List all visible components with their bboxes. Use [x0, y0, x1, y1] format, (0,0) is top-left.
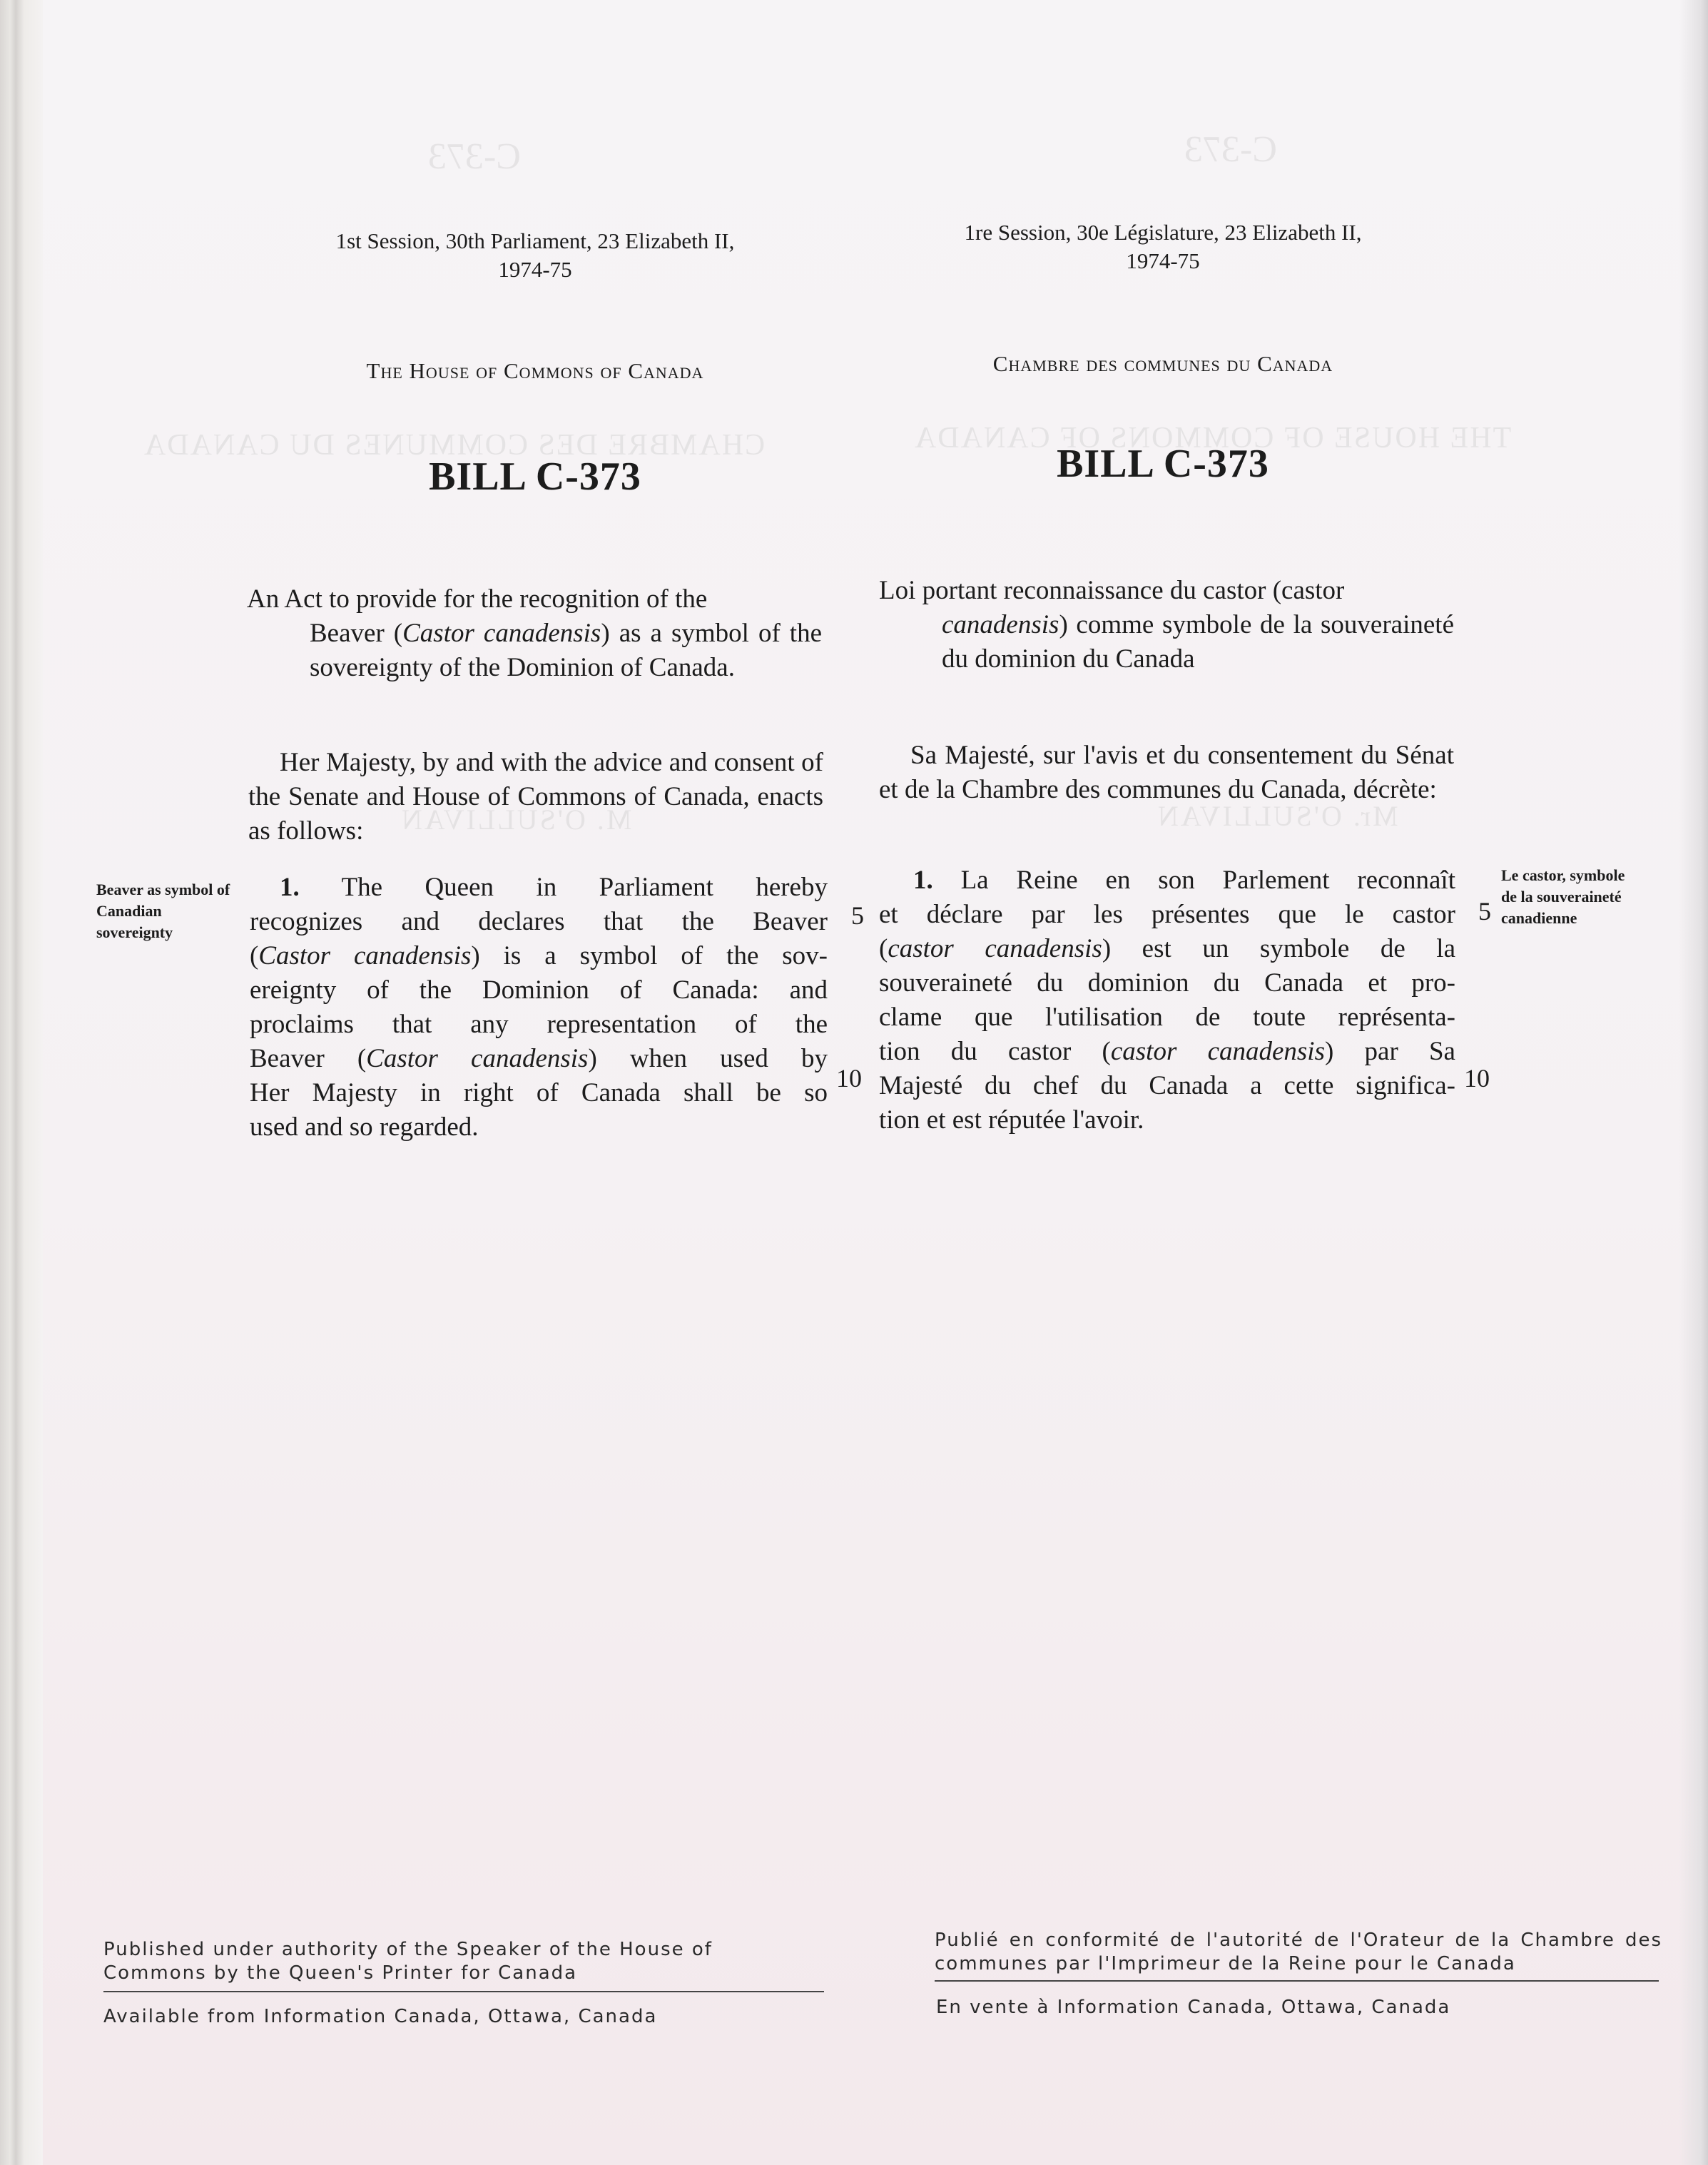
page-edge-right: [1679, 0, 1708, 2165]
french-footer-available: En vente à Information Canada, Ottawa, Canada: [936, 1997, 1451, 2018]
french-section-line: Majesté du chef du Canada a cette significa-: [879, 1071, 1455, 1100]
french-line-number-10: 10: [1464, 1064, 1490, 1092]
french-section-line: tion du castor (castor canadensis) par Sa: [879, 1037, 1455, 1066]
english-section-line-text: The Queen in Parliament hereby: [341, 873, 828, 902]
french-enacting-clause: [879, 739, 1454, 807]
bleed-through-heading-right: THE HOUSE OF COMMONS OF CANADA: [913, 422, 1512, 455]
english-section-1: [250, 871, 828, 1145]
french-section-number: 1.: [913, 866, 933, 895]
french-house-heading: Chambre des communes du Canada: [992, 351, 1333, 376]
english-enacting-clause: [248, 746, 823, 848]
bleed-through-c373-right: C-373: [1184, 129, 1277, 170]
bleed-through-heading-left: CHAMBRE DES COMMUNES DU CANADA: [143, 429, 766, 462]
english-section-line: Beaver (Castor canadensis) when used by: [250, 1044, 828, 1073]
bleed-through-name-left: M. O'SULLIVAN: [400, 803, 632, 836]
french-line-number-5: 5: [1478, 897, 1491, 926]
english-section-number: 1.: [280, 873, 300, 902]
bleed-through-name-right: Mr. O'SULLIVAN: [1156, 800, 1398, 832]
english-session-line1: 1st Session, 30th Parliament, 23 Elizabeth II,: [335, 228, 735, 253]
french-session-line1: 1re Session, 30e Législature, 23 Elizabeth II,: [964, 220, 1362, 245]
french-footer-rule: [935, 1980, 1659, 1982]
french-title-text: canadensis) comme symbole de la souveraineté du dominion du Canada: [942, 610, 1454, 674]
english-section-line: Her Majesty in right of Canada shall be so: [250, 1078, 828, 1107]
english-title-rest: [247, 617, 822, 685]
english-section-line: [250, 871, 828, 905]
french-session: [878, 218, 1448, 275]
english-long-title: [247, 582, 822, 685]
english-bill-number: BILL C-373: [429, 455, 641, 499]
english-house-heading: The House of Commons of Canada: [366, 358, 704, 383]
english-title-text: Beaver (Castor canadensis) as a symbol of the sovereignty of the Dominion of Canada.: [310, 619, 823, 682]
bleed-through-c373-left: C-373: [428, 136, 521, 177]
french-section-line: clame que l'utilisation de toute représenta-: [879, 1003, 1455, 1032]
french-margin-note: Le castor, symbole de la souveraineté canadienne: [1501, 866, 1625, 927]
french-footer-published: Publié en conformité de l'autorité de l'Orateur de la Chambre des communes par l'Imprimeur de la Reine pour le Canada: [935, 1930, 1662, 1974]
french-title-first-line: Loi portant reconnaissance du castor (castor: [879, 576, 1345, 605]
english-line-number-10: 10: [836, 1064, 862, 1092]
french-long-title: [879, 574, 1454, 676]
english-section-line: recognizes and declares that the Beaver: [250, 907, 828, 936]
english-section-line: proclaims that any representation of the: [250, 1010, 828, 1039]
english-section-line: used and so regarded.: [250, 1112, 479, 1142]
english-margin-note: Beaver as symbol of Canadian sovereignty: [96, 881, 230, 941]
french-section-line: et déclare par les présentes que le castor: [879, 900, 1455, 929]
english-section-line: ereignty of the Dominion of Canada: and: [250, 975, 828, 1005]
english-title-first-line: An Act to provide for the recognition of the: [247, 584, 708, 614]
english-footer-rule: [103, 1991, 824, 1992]
english-enacting-text: Her Majesty, by and with the advice and consent of the Senate and House of Commons of Canada, enacts as follows:: [248, 748, 823, 846]
french-section-line: (castor canadensis) est un symbole de la: [879, 934, 1455, 963]
french-section-line: tion et est réputée l'avoir.: [879, 1105, 1144, 1135]
french-enacting-text: Sa Majesté, sur l'avis et du consentement du Sénat et de la Chambre des communes du Canada, décrète:: [879, 741, 1454, 804]
french-section-line: souveraineté du dominion du Canada et pro-: [879, 968, 1455, 998]
french-title-rest: [879, 608, 1454, 676]
french-bill-number: BILL C-373: [1057, 442, 1269, 486]
english-session: [250, 227, 820, 284]
page-edge-left: [0, 0, 43, 2165]
french-section-1: [879, 863, 1455, 1137]
english-session-line2: 1974-75: [498, 257, 572, 282]
french-session-line2: 1974-75: [1126, 248, 1200, 273]
english-section-line: (Castor canadensis) is a symbol of the sov-: [250, 941, 828, 970]
french-section-line-text: La Reine en son Parlement reconnaît: [960, 866, 1455, 895]
english-line-number-5: 5: [851, 901, 864, 930]
english-footer-published: Published under authority of the Speaker of the House of Commons by the Queen's Printer for Canada: [103, 1939, 713, 1984]
french-section-line: [879, 863, 1455, 898]
english-footer-available: Available from Information Canada, Ottawa, Canada: [103, 2006, 658, 2027]
